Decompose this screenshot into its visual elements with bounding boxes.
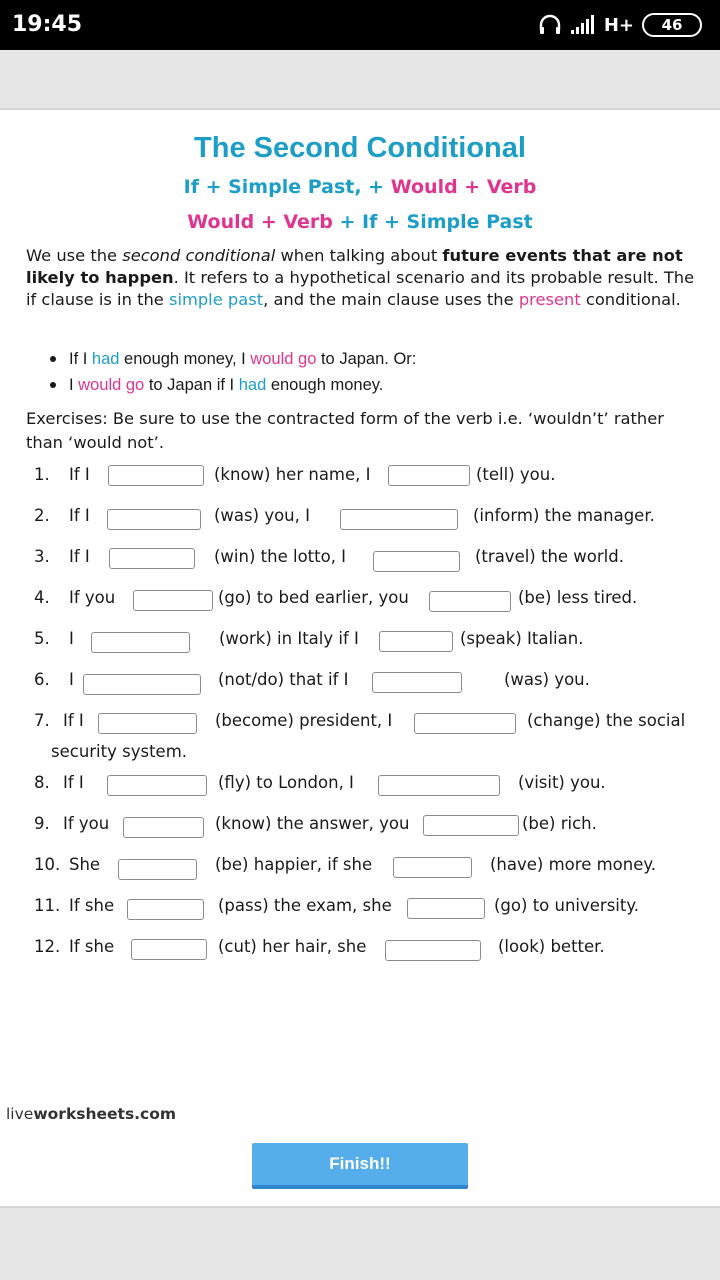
- exercise-text: If I: [69, 506, 90, 525]
- example-text: had: [238, 376, 267, 394]
- exercise-number: 6.: [34, 670, 50, 689]
- exercise-number: 2.: [34, 506, 50, 525]
- intro-text: conditional.: [580, 290, 681, 309]
- exercise-number: 5.: [34, 629, 50, 648]
- exercise-text: (know) her name, I: [214, 465, 371, 484]
- intro-paragraph: [26, 245, 698, 311]
- exercise-text: (cut) her hair, she: [218, 937, 367, 956]
- exercise-number: 9.: [34, 814, 50, 833]
- example-text: had: [91, 350, 120, 368]
- answer-blank[interactable]: [123, 817, 204, 838]
- exercise-text: (go) to university.: [494, 896, 640, 915]
- answer-blank[interactable]: [372, 672, 462, 693]
- intro-text: We use the: [26, 246, 123, 265]
- worksheet: [0, 108, 720, 1208]
- answer-blank[interactable]: [133, 590, 213, 611]
- exercise-text: (not/do) that if I: [218, 670, 349, 689]
- answer-blank[interactable]: [378, 775, 500, 796]
- exercise-text: (speak) Italian.: [460, 629, 584, 648]
- exercise-text: (go) to bed earlier, you: [218, 588, 409, 607]
- exercise-text: (work) in Italy if I: [219, 629, 359, 648]
- exercise-text: If she: [69, 937, 115, 956]
- answer-blank[interactable]: [429, 591, 511, 612]
- exercise-number: 3.: [34, 547, 50, 566]
- intro-text: second conditional: [122, 246, 276, 265]
- formula-part: If + Simple Past, +: [183, 176, 391, 198]
- answer-blank[interactable]: [91, 632, 190, 653]
- exercise-number: 12.: [34, 937, 61, 956]
- answer-blank[interactable]: [109, 548, 195, 569]
- exercise-text: If I: [63, 773, 84, 792]
- example-text: enough money.: [266, 376, 384, 394]
- exercise-text: If I: [63, 711, 84, 730]
- answer-blank[interactable]: [131, 939, 207, 960]
- answer-blank[interactable]: [83, 674, 201, 695]
- brand-text: live: [6, 1105, 34, 1123]
- answer-blank[interactable]: [388, 465, 470, 486]
- battery-indicator: 46: [642, 13, 702, 37]
- headset-icon: [538, 13, 562, 37]
- exercise-number: 11.: [34, 896, 61, 915]
- intro-text: simple past: [168, 290, 264, 309]
- example-text: would go: [78, 376, 145, 394]
- example-text: If I: [69, 350, 92, 368]
- intro-text: . It refers to a hypothetical scenario and its probable result. The if clause is in the: [26, 268, 695, 309]
- finish-button[interactable]: Finish!!: [252, 1143, 468, 1189]
- example-item: [48, 372, 416, 398]
- example-text: to Japan. Or:: [316, 350, 417, 368]
- answer-blank[interactable]: [385, 940, 481, 961]
- exercise-number: 10.: [34, 855, 61, 874]
- status-icons: [538, 11, 702, 39]
- exercise-text: (become) president, I: [215, 711, 393, 730]
- signal-icon: [570, 15, 596, 35]
- exercise-text: I: [69, 629, 74, 648]
- answer-blank[interactable]: [379, 631, 453, 652]
- example-text: enough money, I: [119, 350, 251, 368]
- exercise-text: I: [69, 670, 74, 689]
- exercise-text: (tell) you.: [476, 465, 556, 484]
- liveworksheets-logo: [6, 1105, 176, 1123]
- exercise-text: If I: [69, 547, 90, 566]
- exercise-text: security system.: [51, 742, 188, 761]
- answer-blank[interactable]: [107, 775, 207, 796]
- exercise-number: 1.: [34, 465, 50, 484]
- exercise-text: (have) more money.: [490, 855, 657, 874]
- exercise-text: If I: [69, 465, 90, 484]
- example-text: I: [69, 376, 79, 394]
- example-text: would go: [250, 350, 317, 368]
- answer-blank[interactable]: [108, 465, 204, 486]
- answer-blank[interactable]: [127, 899, 204, 920]
- answer-blank[interactable]: [107, 509, 201, 530]
- exercise-number: 8.: [34, 773, 50, 792]
- example-list: [48, 346, 416, 398]
- answer-blank[interactable]: [118, 859, 197, 880]
- exercise-text: (be) less tired.: [518, 588, 638, 607]
- formula-if-first: [0, 176, 720, 198]
- exercise-text: (fly) to London, I: [218, 773, 354, 792]
- exercise-text: If you: [69, 588, 116, 607]
- exercise-text: (travel) the world.: [475, 547, 624, 566]
- exercise-text: (was) you, I: [214, 506, 310, 525]
- example-item: [48, 346, 416, 372]
- exercise-text: If you: [63, 814, 110, 833]
- exercise-number: 4.: [34, 588, 50, 607]
- exercise-text: (know) the answer, you: [215, 814, 410, 833]
- brand-text: worksheets.com: [33, 1105, 177, 1123]
- answer-blank[interactable]: [407, 898, 485, 919]
- exercise-text: (be) rich.: [522, 814, 597, 833]
- exercise-text: (be) happier, if she: [215, 855, 373, 874]
- exercise-text: (change) the social: [527, 711, 686, 730]
- page-title: The Second Conditional: [194, 132, 526, 164]
- answer-blank[interactable]: [423, 815, 519, 836]
- answer-blank[interactable]: [340, 509, 458, 530]
- status-bar: [0, 0, 720, 50]
- intro-text: present: [518, 290, 581, 309]
- exercise-text: (look) better.: [498, 937, 605, 956]
- formula-part: Would + Verb: [390, 176, 537, 198]
- exercise-number: 7.: [34, 711, 50, 730]
- answer-blank[interactable]: [98, 713, 197, 734]
- example-text: to Japan if I: [144, 376, 239, 394]
- exercise-text: (was) you.: [504, 670, 590, 689]
- network-type: H+: [603, 14, 634, 36]
- intro-text: when talking about: [275, 246, 443, 265]
- answer-blank[interactable]: [414, 713, 516, 734]
- exercise-text: (win) the lotto, I: [214, 547, 347, 566]
- formula-would-first: [0, 211, 720, 233]
- exercise-text: (pass) the exam, she: [218, 896, 392, 915]
- exercises-instructions: Exercises: Be sure to use the contracted form of the verb i.e. ‘wouldn’t’ rather than ‘would not’.: [26, 409, 664, 452]
- exercise-text: (visit) you.: [518, 773, 606, 792]
- answer-blank[interactable]: [373, 551, 460, 572]
- exercise-text: If she: [69, 896, 115, 915]
- answer-blank[interactable]: [393, 857, 472, 878]
- exercise-text: (inform) the manager.: [473, 506, 655, 525]
- status-time: 19:45: [12, 12, 83, 37]
- intro-text: future events that are not likely to happen: [26, 246, 683, 287]
- formula-part: + If + Simple Past: [332, 211, 533, 233]
- intro-text: , and the main clause uses the: [263, 290, 519, 309]
- exercise-text: She: [69, 855, 101, 874]
- formula-part: Would + Verb: [187, 211, 333, 233]
